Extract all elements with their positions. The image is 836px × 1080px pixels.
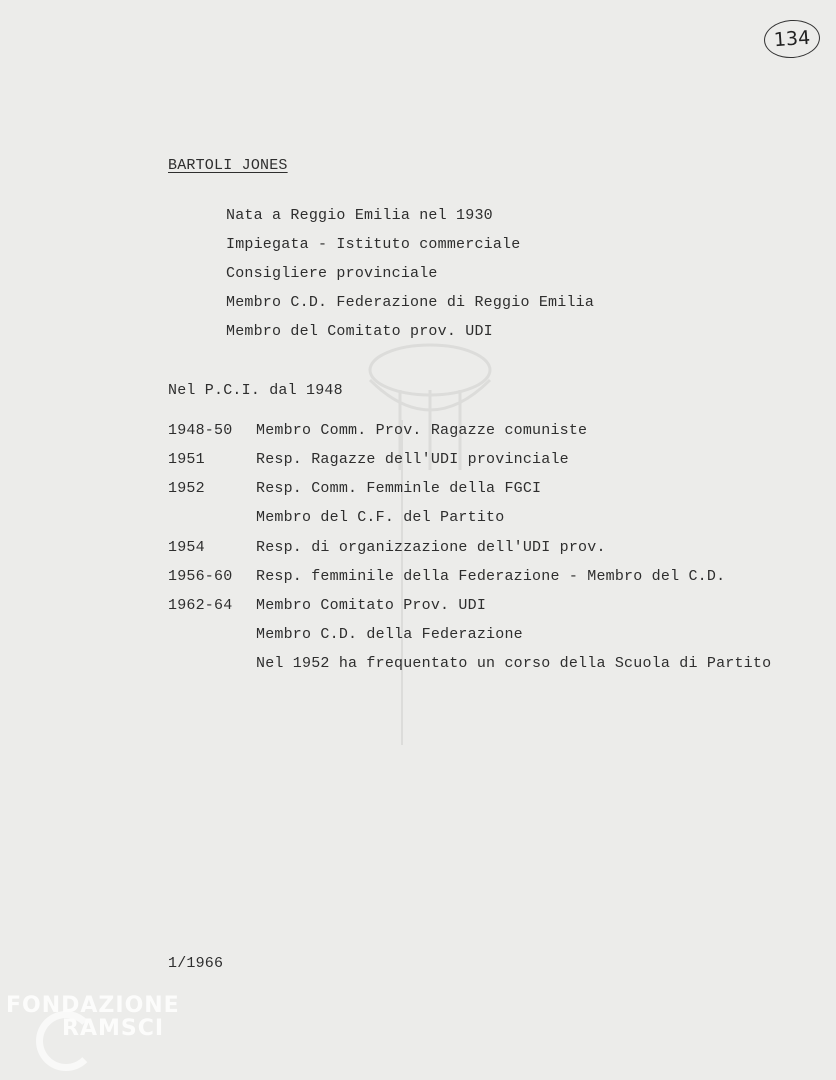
detail-line: Consigliere provinciale bbox=[226, 265, 438, 282]
timeline-entry: Membro del C.F. del Partito bbox=[256, 509, 505, 526]
timeline-year: 1951 bbox=[168, 451, 205, 468]
timeline-entry: Membro Comitato Prov. UDI bbox=[256, 597, 487, 614]
g-logo-mark bbox=[36, 1011, 96, 1071]
timeline-entry: Resp. Ragazze dell'UDI provinciale bbox=[256, 451, 569, 468]
detail-line: Membro del Comitato prov. UDI bbox=[226, 323, 493, 340]
detail-line: Impiegata - Istituto commerciale bbox=[226, 236, 521, 253]
person-name-heading: BARTOLI JONES bbox=[168, 157, 288, 174]
timeline-entry: Resp. di organizzazione dell'UDI prov. bbox=[256, 539, 606, 556]
timeline-year: 1952 bbox=[168, 480, 205, 497]
detail-line: Membro C.D. Federazione di Reggio Emilia bbox=[226, 294, 595, 311]
timeline-entry: Membro Comm. Prov. Ragazze comuniste bbox=[256, 422, 588, 439]
timeline-year: 1948-50 bbox=[168, 422, 233, 439]
timeline-year: 1954 bbox=[168, 539, 205, 556]
timeline-year: 1956-60 bbox=[168, 568, 233, 585]
document-date: 1/1966 bbox=[168, 955, 224, 972]
timeline-year: 1962-64 bbox=[168, 597, 233, 614]
party-membership-line: Nel P.C.I. dal 1948 bbox=[168, 382, 343, 399]
fondazione-gramsci-watermark bbox=[6, 993, 180, 1041]
page-number-circled: 134 bbox=[763, 18, 822, 60]
watermark-line2: RAMSCI bbox=[62, 1016, 165, 1041]
detail-line: Nata a Reggio Emilia nel 1930 bbox=[226, 207, 493, 224]
watermark-line1: FONDAZIONE bbox=[6, 993, 180, 1018]
timeline-entry: Nel 1952 ha frequentato un corso della Scuola di Partito bbox=[256, 655, 772, 672]
timeline-entry: Resp. Comm. Femminle della FGCI bbox=[256, 480, 542, 497]
timeline-entry: Membro C.D. della Federazione bbox=[256, 626, 523, 643]
timeline-entry: Resp. femminile della Federazione - Membro del C.D. bbox=[256, 568, 726, 585]
